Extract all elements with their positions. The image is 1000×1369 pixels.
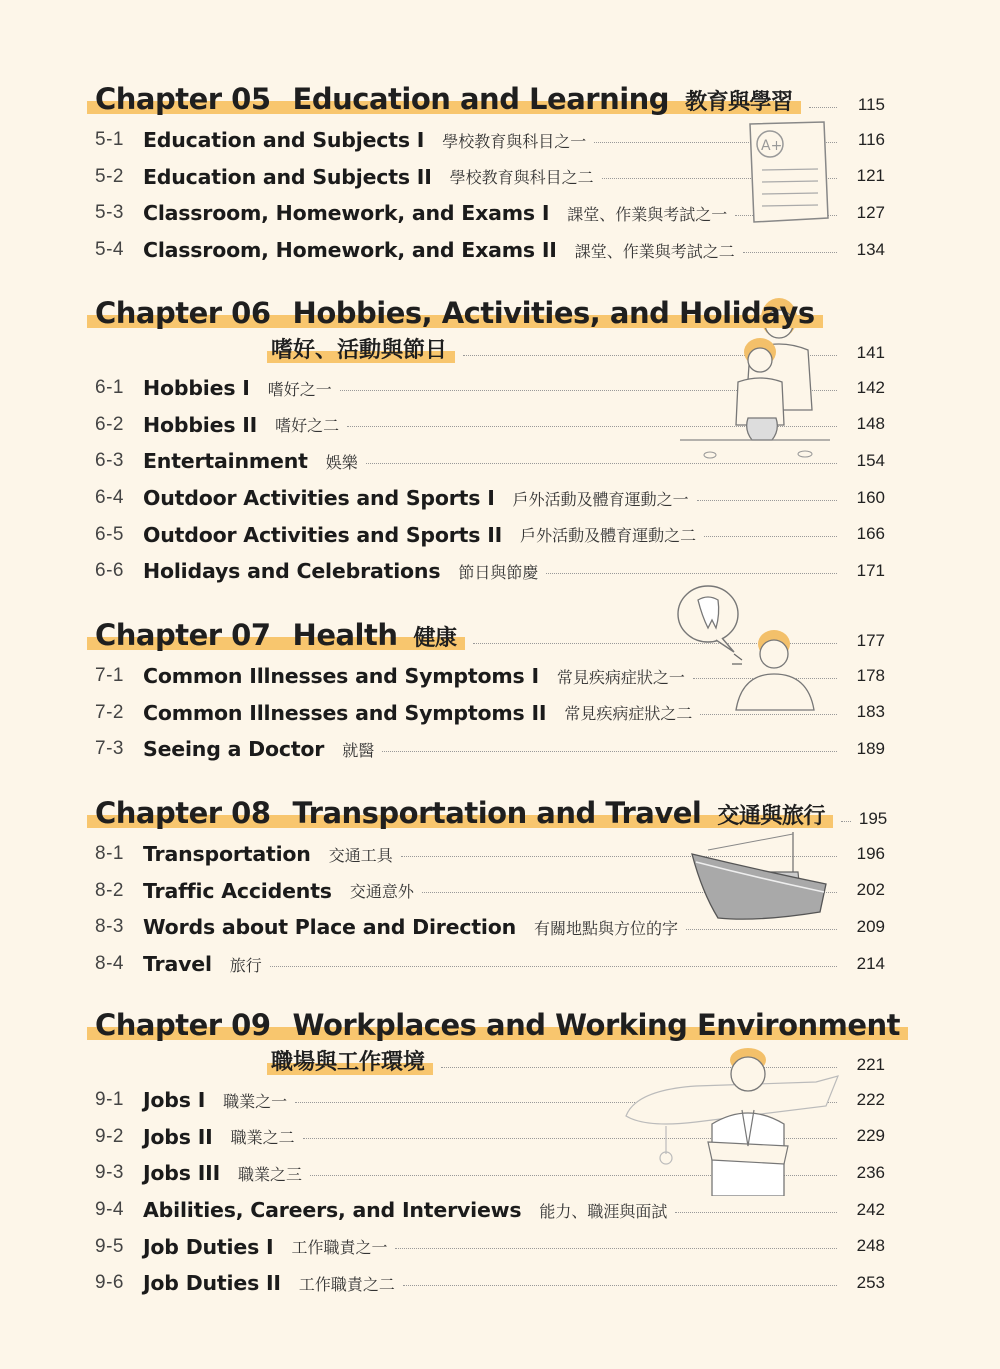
entry-title: Travel [143,952,212,977]
entry-number: 9-3 [95,1162,124,1184]
chapter-number: Chapter 09 [95,1008,271,1042]
entry-title: Job Duties I [143,1234,274,1259]
page-number: 222 [856,1089,885,1109]
page-number: 183 [856,702,885,722]
chapter-heading[interactable] [95,790,888,830]
entry-number: 8-3 [95,916,124,938]
page-number: 171 [856,560,885,580]
entry-title-zh: 課堂、作業與考試之二 [574,241,735,261]
entry-number: 6-1 [95,377,124,399]
entry-title: Transportation [143,842,311,867]
entry-title: Education and Subjects II [143,164,432,189]
chapter-heading[interactable] [95,76,885,116]
page-number: 148 [856,414,885,434]
toc-entry[interactable] [95,1192,885,1229]
chapter-title-zh: 教育與學習 [685,90,793,115]
entry-title: Jobs I [143,1088,206,1113]
page-number: 121 [856,166,885,186]
leader-dots [704,536,837,537]
chapter-title: Workplaces and Working Environment [292,1008,901,1042]
chapter-heading[interactable] [95,1002,901,1042]
chapter-title: Transportation and Travel [292,796,702,830]
page-number: 221 [856,1055,885,1074]
entry-number: 7-3 [95,738,124,760]
leader-dots [841,821,851,822]
chapter-heading[interactable] [95,290,885,330]
page-number: 242 [856,1199,885,1219]
entry-title-zh: 交通工具 [328,845,393,865]
toc-entry[interactable] [95,1228,885,1265]
leader-dots [700,714,837,715]
leader-dots [697,500,837,501]
page-number: 248 [856,1236,885,1256]
chapter-title: Health [292,618,398,652]
page-number: 214 [856,953,885,973]
entry-title: Classroom, Homework, and Exams I [143,201,550,226]
entry-title-zh: 娛樂 [325,452,358,472]
entry-title: Common Illnesses and Symptoms II [143,700,547,725]
entry-number: 5-3 [95,202,124,224]
chapter-title: Education and Learning [292,82,670,116]
leader-dots [686,929,837,930]
entry-number: 7-2 [95,701,124,723]
entry-title-zh: 職業之二 [230,1128,295,1148]
leader-dots [382,751,837,752]
leader-dots [395,1248,837,1249]
toc-entry[interactable] [95,1265,885,1302]
entry-title: Job Duties II [143,1271,281,1296]
chapter-title: Hobbies, Activities, and Holidays [292,296,815,330]
entry-title-zh: 工作職責之二 [298,1274,395,1294]
grade-mark: A+ [761,138,783,154]
entry-number: 7-1 [95,665,124,687]
page-number: 209 [856,916,885,936]
page-number: 236 [856,1162,885,1182]
toothache-illustration [672,582,822,712]
leader-dots [546,573,837,574]
entry-title: Holidays and Celebrations [143,559,441,584]
entry-number: 5-1 [95,129,124,151]
chapter-number: Chapter 05 [95,82,271,116]
chapter-title-zh: 嗜好、活動與節日 [271,333,455,364]
entry-number: 9-1 [95,1089,124,1111]
entry-number: 9-6 [95,1272,124,1294]
entry-title-zh: 能力、職涯與面試 [539,1201,668,1221]
page-number: 229 [856,1126,885,1146]
entry-title: Jobs II [143,1124,213,1149]
toc-entry[interactable] [95,480,885,517]
entry-title: Hobbies II [143,412,258,437]
entry-title: Traffic Accidents [143,878,332,903]
page-number: 189 [856,738,885,758]
entry-title: Common Illnesses and Symptoms I [143,664,539,689]
entry-title-zh: 學校教育與科目之一 [442,131,587,151]
entry-title-zh: 常見疾病症狀之一 [556,667,685,687]
entry-title: Outdoor Activities and Sports II [143,522,503,547]
page-number: 154 [856,450,885,470]
chapter-title-zh: 交通與旅行 [717,804,825,829]
page-number: 166 [856,524,885,544]
entry-title: Hobbies I [143,376,250,401]
entry-number: 9-4 [95,1199,124,1221]
entry-title: Words about Place and Direction [143,915,517,940]
entry-number: 9-5 [95,1235,124,1257]
entry-title: Seeing a Doctor [143,737,325,762]
entry-number: 8-2 [95,879,124,901]
entry-title-zh: 交通意外 [349,882,414,902]
page-number: 141 [856,343,885,362]
entry-number: 6-2 [95,413,124,435]
entry-title: Education and Subjects I [143,128,425,153]
page-number: 196 [856,843,885,863]
toc-entry[interactable] [95,516,885,553]
page-number: 178 [856,665,885,685]
entry-number: 6-3 [95,450,124,472]
entry-title-zh: 課堂、作業與考試之一 [567,204,728,224]
chapter-number: Chapter 07 [95,618,271,652]
entry-number: 6-5 [95,523,124,545]
entry-title-zh: 嗜好之一 [267,379,332,399]
chapter-number: Chapter 06 [95,296,271,330]
entry-title: Abilities, Careers, and Interviews [143,1198,522,1223]
page-number: 142 [856,377,885,397]
entry-title: Jobs III [143,1161,221,1186]
entry-title: Classroom, Homework, and Exams II [143,238,557,263]
entry-title-zh: 節日與節慶 [458,562,539,582]
leader-dots [403,1285,837,1286]
entry-title-zh: 就醫 [342,740,375,760]
entry-title-zh: 常見疾病症狀之二 [564,704,693,724]
toc-entry[interactable] [95,232,885,269]
entry-title-zh: 學校教育與科目之二 [449,168,594,188]
entry-number: 5-4 [95,239,124,261]
entry-number: 8-1 [95,843,124,865]
page-number: 160 [856,487,885,507]
graded-paper-illustration [740,118,835,228]
page-number: 177 [856,631,885,650]
toc-entry[interactable] [95,946,885,983]
page-number: 253 [856,1272,885,1292]
page-number: 127 [856,202,885,222]
entry-title-zh: 職業之三 [238,1164,303,1184]
entry-title-zh: 戶外活動及體育運動之二 [520,526,697,546]
entry-title-zh: 戶外活動及體育運動之一 [512,489,689,509]
entry-number: 9-2 [95,1125,124,1147]
pilot-illustration [616,1046,840,1196]
entry-title-zh: 嗜好之二 [275,416,340,436]
entry-title-zh: 工作職責之一 [291,1238,388,1258]
leader-dots [743,252,837,253]
chapter-title-zh: 職場與工作環境 [271,1045,433,1076]
page-number: 115 [857,95,885,114]
entry-title: Entertainment [143,449,308,474]
leader-dots [809,107,837,108]
page-number: 195 [858,809,888,828]
page-number: 116 [857,129,885,149]
entry-title: Outdoor Activities and Sports I [143,486,495,511]
page-number: 134 [856,239,885,259]
entry-title-zh: 旅行 [229,955,262,975]
chapter-number: Chapter 08 [95,796,271,830]
entry-number: 6-6 [95,560,124,582]
leader-dots [270,966,837,967]
entry-title-zh: 職業之一 [223,1091,288,1111]
entry-number: 5-2 [95,165,124,187]
chapter-title-zh: 健康 [413,626,457,651]
entry-number: 8-4 [95,953,124,975]
ship-illustration [688,822,833,927]
entry-title-zh: 有關地點與方位的字 [534,918,679,938]
toc-entry[interactable] [95,731,885,768]
entry-number: 6-4 [95,487,124,509]
page-number: 202 [856,880,885,900]
leader-dots [675,1212,837,1213]
